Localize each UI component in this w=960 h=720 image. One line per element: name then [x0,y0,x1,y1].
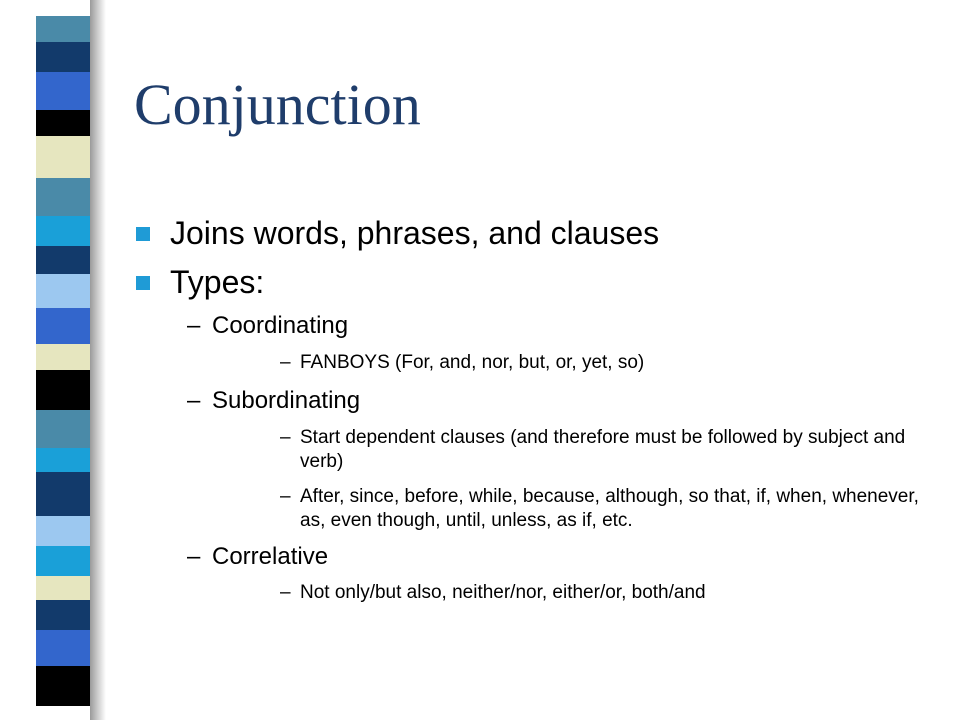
stripe-block [36,600,90,630]
stripe-block [36,178,90,216]
stripe-shadow [90,0,106,720]
stripe-block [36,546,90,576]
stripe-block [36,516,90,546]
type-label: Correlative [212,543,329,570]
stripe-block [36,136,90,178]
stripe-block [36,42,90,72]
sub-item-text: Start dependent clauses (and therefore must be followed by subject and verb) [300,427,906,472]
stripe-block [36,110,90,136]
stripe-block [36,72,90,110]
type-label: Coordinating [212,312,349,339]
stripe-block [36,344,90,370]
dash-marker: – [187,312,201,339]
dash-marker: – [187,387,201,414]
stripe-block [36,410,90,448]
square-bullet-icon [136,276,150,290]
sub-item-text: FANBOYS (For, and, nor, but, or, yet, so) [300,352,645,373]
dash-marker: – [280,427,291,448]
dash-marker: – [280,582,291,603]
dash-marker: – [280,486,291,507]
bullet-text: Joins words, phrases, and clauses [170,215,660,251]
sub-item [280,581,920,605]
stripe-block [36,630,90,666]
stripe-block [36,308,90,344]
sub-item-text: Not only/but also, neither/nor, either/or, both/and [300,582,706,603]
bullet-text: Types: [170,264,265,300]
sub-item [280,351,920,375]
stripe-block [36,274,90,308]
decorative-stripe [36,0,90,720]
sub-item [280,485,920,533]
type-label: Subordinating [212,387,361,414]
sub-item [280,426,920,474]
stripe-block [36,370,90,410]
stripe-block [36,216,90,246]
stripe-block [36,666,90,706]
dash-marker: – [187,543,201,570]
stripe-block [36,16,90,42]
stripe-block [36,0,90,16]
stripe-block [36,472,90,516]
square-bullet-icon [136,227,150,241]
slide-title: Conjunction [134,72,421,137]
sub-item-text: After, since, before, while, because, although, so that, if, when, whenever, as, even though, until, unless, as if, etc. [300,486,919,531]
stripe-block [36,246,90,274]
stripe-block [36,448,90,472]
dash-marker: – [280,352,291,373]
stripe-block [36,576,90,600]
